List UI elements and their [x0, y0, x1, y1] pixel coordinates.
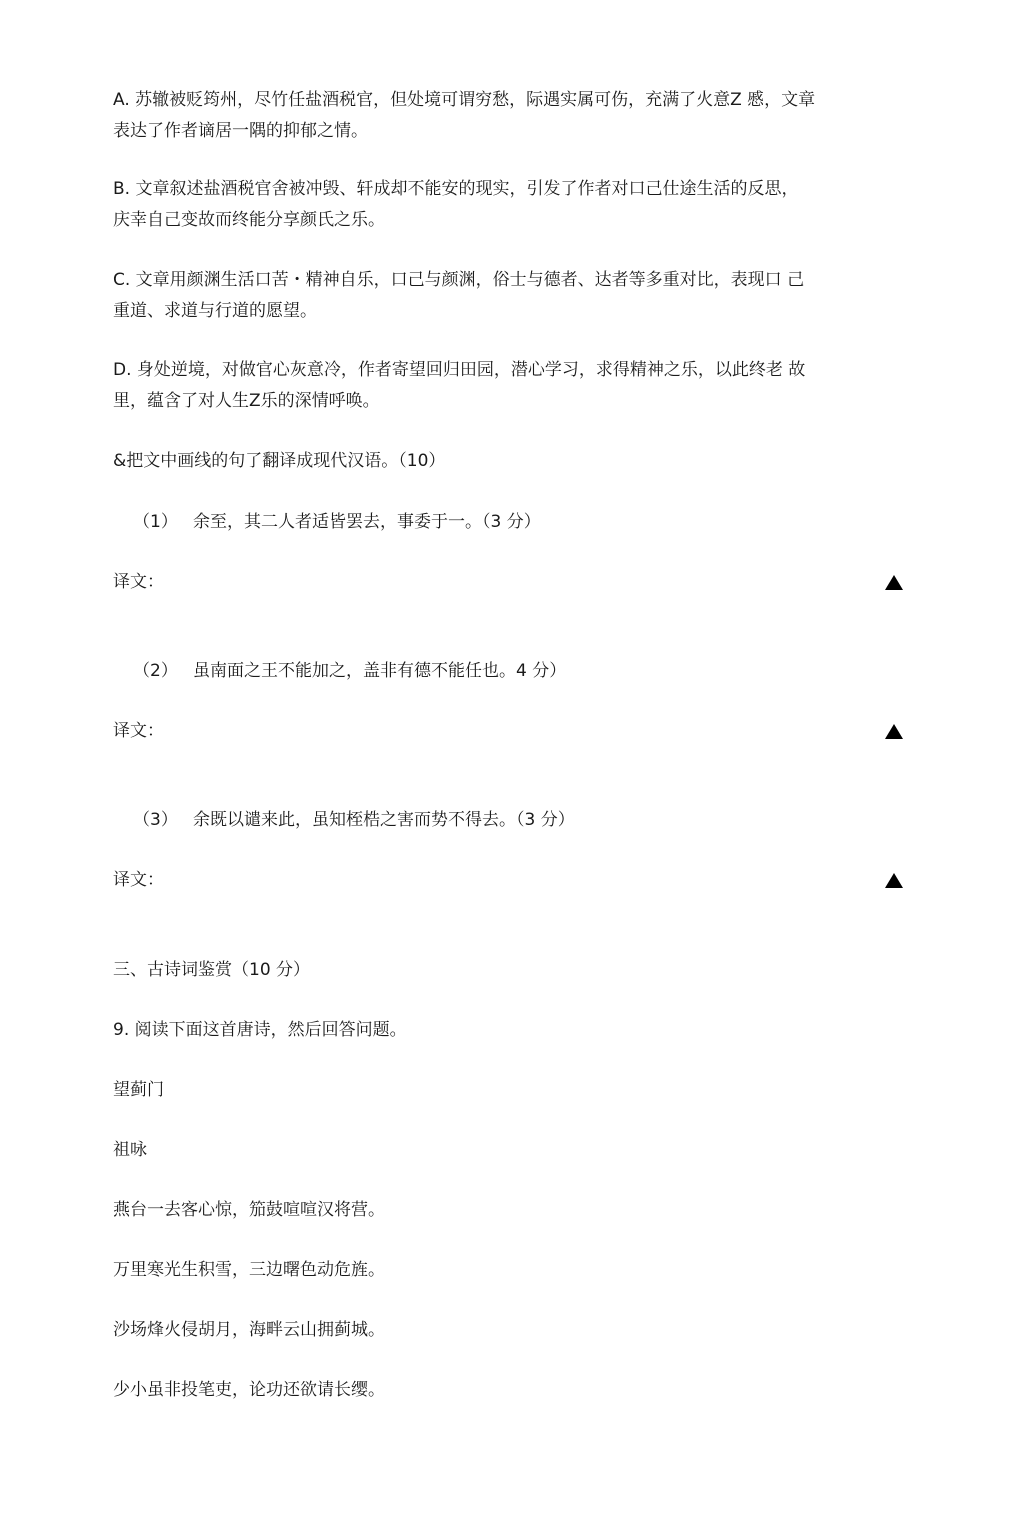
option-b-line-2: 庆幸自己变故而终能分享颜氏之乐。	[113, 210, 385, 230]
poem-line: 少小虽非投笔吏，论功还欲请长缨。	[113, 1380, 385, 1400]
option-d-line-1: D. 身处逆境，对做官心灰意冷，作者寄望回归田园，潜心学习，求得精神之乐，以此终老 故	[113, 360, 806, 380]
poem-line: 燕台一去客心惊，笳鼓喧喧汉将营。	[113, 1200, 385, 1220]
option-c-line-1: C. 文章用颜渊生活口苦・精神自乐，口己与颜渊，俗士与德者、达者等多重对比，表现口 己	[113, 270, 805, 290]
item-number: （1）	[133, 512, 178, 532]
option-b	[113, 174, 913, 236]
answer-row-1	[113, 570, 903, 594]
option-a	[113, 85, 913, 147]
option-d-line-2: 里，蕴含了对人生Z乐的深情呼唤。	[113, 391, 380, 411]
poem-author: 祖咏	[113, 1140, 147, 1160]
triangle-marker-icon	[885, 873, 903, 888]
option-c-line-2: 重道、求道与行道的愿望。	[113, 301, 317, 321]
answer-label: 译文：	[113, 721, 164, 741]
option-d	[113, 355, 913, 417]
answer-label: 译文：	[113, 572, 164, 592]
triangle-marker-icon	[885, 575, 903, 590]
translation-item-3	[133, 808, 833, 832]
answer-row-3	[113, 868, 903, 892]
item-sentence: 虽南面之王不能加之，盖非有德不能任也。4 分）	[193, 661, 567, 681]
item-sentence: 余既以谴来此，虽知桎梏之害而势不得去。（3 分）	[193, 810, 575, 830]
question-prompt: 9. 阅读下面这首唐诗，然后回答问题。	[113, 1020, 407, 1040]
poem-title: 望蓟门	[113, 1080, 164, 1100]
section-title: 三、古诗词鉴赏（10 分）	[113, 960, 311, 980]
poem-line: 沙场烽火侵胡月，海畔云山拥蓟城。	[113, 1320, 385, 1340]
translation-item-1	[133, 510, 833, 534]
answer-label: 译文：	[113, 870, 164, 890]
option-c	[113, 265, 913, 327]
option-b-line-1: B. 文章叙述盐酒税官舍被冲毁、轩成却不能安的现实，引发了作者对口己仕途生活的反思，	[113, 179, 799, 199]
item-sentence: 余至，其二人者适皆罢去，事委于一。（3 分）	[193, 512, 541, 532]
triangle-marker-icon	[885, 724, 903, 739]
item-number: （2）	[133, 661, 178, 681]
poem-line: 万里寒光生积雪，三边曙色动危旌。	[113, 1260, 385, 1280]
translation-instruction: &把文中画线的句了翻译成现代汉语。（10）	[113, 451, 446, 471]
translation-item-2	[133, 659, 833, 683]
option-a-line-2: 表达了作者谪居一隅的抑郁之情。	[113, 121, 368, 141]
answer-row-2	[113, 719, 903, 743]
item-number: （3）	[133, 810, 178, 830]
option-a-line-1: A. 苏辙被贬筠州，尽竹任盐酒税官，但处境可谓穷愁，际遇实属可伤，充满了火意Z 慼，文章	[113, 90, 816, 110]
